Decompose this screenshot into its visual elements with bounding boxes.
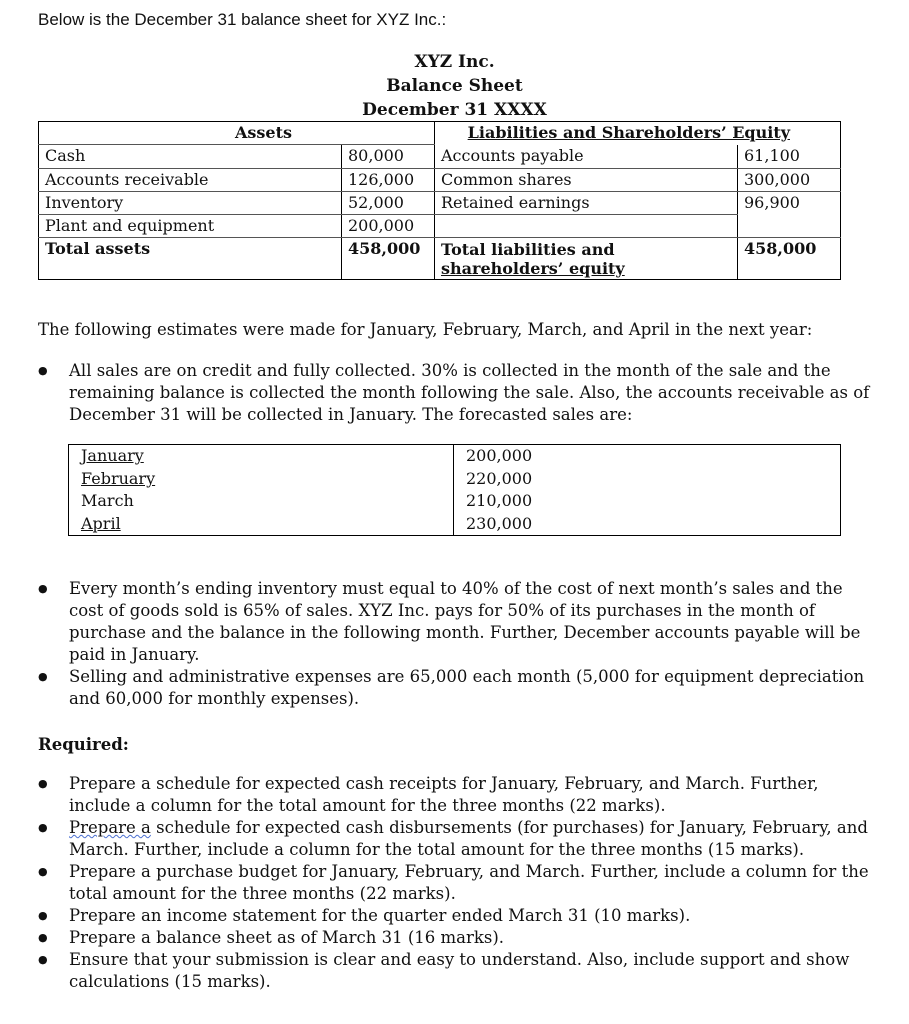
spellcheck-underlined-text: Prepare a	[69, 818, 151, 837]
list-item: ● Every month’s ending inventory must equal to 40% of the cost of next month’s sales and the cost of goods sold is 65% of sales. XYZ Inc. pays for 50% of its purchases in the month of purchase and the balance in the following month. Further, December accounts payable will be paid in January.	[38, 578, 864, 666]
asset-label: Accounts receivable	[39, 168, 342, 191]
sales-month: February	[81, 468, 156, 488]
balance-sheet-table	[38, 121, 841, 280]
list-item: ● Prepare a purchase budget for January, February, and March. Further, include a column for the total amount for the three months (22 marks).	[38, 861, 869, 905]
sales-value: 210,000	[454, 490, 841, 512]
liability-label: Accounts payable	[435, 145, 738, 168]
list-item: ● Prepare a balance sheet as of March 31 (16 marks).	[38, 927, 869, 949]
sales-value: 200,000	[454, 445, 841, 468]
assets-heading: Assets	[39, 122, 435, 145]
liability-value: 96,900	[738, 191, 841, 214]
estimates-list	[38, 360, 869, 426]
intro-text: Below is the December 31 balance sheet for XYZ Inc.:	[38, 10, 447, 29]
list-item: ● Prepare an income statement for the quarter ended March 31 (10 marks).	[38, 905, 869, 927]
liability-label: Retained earnings	[435, 191, 738, 214]
table-row	[69, 468, 841, 490]
total-liab-value: 458,000	[738, 238, 841, 280]
table-row	[69, 512, 841, 535]
list-item: ● Prepare a schedule for expected cash disbursements (for purchases) for January, February, and March. Further, include a column for the total amount for the three months (15 marks).	[38, 817, 869, 861]
sales-forecast-table	[68, 444, 841, 536]
table-row	[69, 490, 841, 512]
total-liab-label-2: shareholders’ equity	[441, 259, 625, 279]
company-name: XYZ Inc.	[414, 52, 495, 72]
liabilities-heading: Liabilities and Shareholders’ Equity	[435, 122, 841, 145]
asset-label: Cash	[39, 145, 342, 168]
asset-value: 200,000	[342, 215, 435, 238]
asset-label: Plant and equipment	[39, 215, 342, 238]
requirements-list	[38, 773, 869, 993]
required-heading: Required:	[38, 735, 129, 754]
assumptions-list	[38, 578, 864, 710]
asset-value: 52,000	[342, 191, 435, 214]
sales-value: 230,000	[454, 512, 841, 535]
sales-month: April	[81, 513, 121, 533]
estimates-intro: The following estimates were made for January, February, March, and April in the next year:	[38, 320, 813, 339]
list-item: ● Selling and administrative expenses are 65,000 each month (5,000 for equipment depreciation and 60,000 for monthly expenses).	[38, 666, 864, 710]
total-assets-value: 458,000	[342, 238, 435, 280]
liability-value: 61,100	[738, 145, 841, 168]
liability-label: Common shares	[435, 168, 738, 191]
table-row	[69, 445, 841, 468]
list-item: ● Ensure that your submission is clear and easy to understand. Also, include support and show calculations (15 marks).	[38, 949, 869, 993]
sales-month: March	[81, 491, 134, 511]
sales-value: 220,000	[454, 468, 841, 490]
list-item: ● All sales are on credit and fully collected. 30% is collected in the month of the sale and the remaining balance is collected the month following the sale. Also, the accounts receivable as of December 31 will be collected in January. The forecasted sales are:	[38, 360, 869, 426]
list-item: ● Prepare a schedule for expected cash receipts for January, February, and March. Further, include a column for the total amount for the three months (22 marks).	[38, 773, 869, 817]
statement-date: December 31 XXXX	[362, 100, 547, 120]
statement-title: Balance Sheet	[386, 76, 523, 96]
total-liab-label-1: Total liabilities and	[441, 240, 615, 260]
sales-month: January	[81, 446, 144, 466]
asset-label: Inventory	[39, 191, 342, 214]
asset-value: 80,000	[342, 145, 435, 168]
liability-value: 300,000	[738, 168, 841, 191]
total-assets-label: Total assets	[45, 239, 151, 259]
asset-value: 126,000	[342, 168, 435, 191]
